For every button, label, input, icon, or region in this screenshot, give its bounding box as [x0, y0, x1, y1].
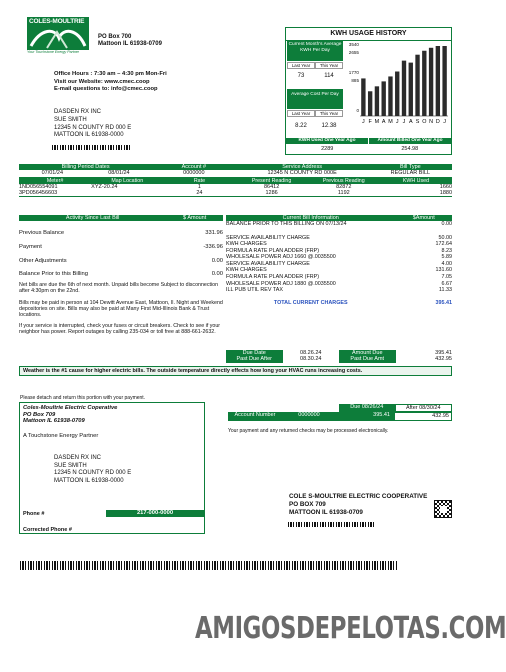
outage-notice: If your service is interrupted, check your fuses or circuit breakers. Check to see if your neighbor has power. Report outages by calling 235-034 or toll free at 888-661-2632.: [19, 323, 221, 336]
month-label: M: [374, 119, 380, 125]
month-label: J: [402, 119, 406, 125]
charge-line: [226, 221, 452, 228]
due-date-label: Due Date: [226, 350, 283, 356]
activity-value: -336.96: [203, 243, 223, 250]
activity-section: [19, 215, 223, 367]
stub-due-amount: 395.41: [336, 412, 394, 420]
total-label: TOTAL CURRENT CHARGES: [273, 299, 348, 306]
company-po-box: PO Box 700: [98, 34, 132, 40]
charge-amount: 4.00: [441, 260, 452, 267]
charge-line: [226, 241, 452, 248]
charge-amount: 6.67: [441, 280, 452, 287]
charge-label: WHOLESALE POWER ADJ 1880 @.0035500: [226, 280, 336, 287]
activity-value: 0.00: [211, 257, 223, 264]
usage-bar-chart: [360, 42, 450, 128]
past-due-after: 08.30.24: [300, 356, 322, 363]
account-number-label: Account Number: [228, 412, 282, 420]
avg-this-year-label: This Year: [315, 62, 343, 69]
avg-last-year-label: Last Year: [287, 62, 315, 69]
service-address: 12345 N COUNTY RD 000E: [267, 170, 337, 177]
month-label: M: [388, 119, 393, 125]
rate: 1: [197, 183, 201, 190]
stub-due-label: Due 08/26/24: [339, 404, 395, 412]
total-row: [226, 300, 452, 306]
charge-label: [226, 228, 396, 235]
charge-line: [226, 235, 452, 242]
activity-line: [19, 230, 223, 237]
present-reading: 1286: [265, 190, 278, 197]
scan-line-barcode: [20, 561, 398, 570]
customer-contact: SUE SMITH: [54, 116, 87, 123]
avg-kwh-label: Current Month's Average KWH Per Day: [287, 41, 343, 61]
activity-label: Previous Balance: [19, 230, 65, 237]
ytick: 3540: [348, 42, 359, 47]
present-reading: 86412: [263, 183, 280, 190]
kwh-year-ago-value: 2289: [321, 146, 334, 152]
rate: 24: [196, 190, 203, 197]
month-label: N: [429, 119, 434, 125]
company-logo: [27, 17, 89, 59]
weather-banner: Weather is the #1 cause for higher electric bills. The outside temperature directly effects how long your HVAC runs increasing costs.: [19, 366, 452, 376]
remit-barcode: [288, 522, 374, 527]
charge-label: FORMULA RATE PLAN ADDER (FRP): [226, 274, 320, 281]
charge-amount: 172.64: [435, 241, 452, 248]
amt-year-ago-value: 254.98: [401, 146, 419, 152]
meter-header: Meter#: [46, 177, 64, 184]
current-title: Current Bill Information: [282, 215, 339, 221]
charge-line: [226, 287, 452, 294]
charge-amount: 50.00: [438, 234, 452, 241]
usage-bar: [429, 48, 433, 116]
meter-header: Previous Reading: [322, 177, 365, 184]
charge-label: ILL PUB UTIL REV TAX: [226, 287, 283, 294]
activity-label: Other Adjustments: [19, 257, 67, 264]
usage-bar: [361, 78, 365, 116]
charge-amount: 0.00: [441, 221, 452, 228]
charge-amount: [396, 228, 453, 235]
activity-amount-header: $ Amount: [183, 215, 207, 221]
period-end: 08/01/24: [108, 170, 130, 177]
charge-line: [226, 267, 452, 274]
billing-table: [19, 164, 452, 197]
customer-city: MATTOON IL 61938-0000: [54, 132, 124, 139]
amount-due: 395.41: [435, 350, 452, 356]
detach-notice: Please detach and return this portion with your payment.: [20, 395, 146, 401]
company-city: Mattoon IL 61938-0709: [98, 40, 162, 47]
charge-line: [226, 254, 452, 261]
past-due-after-label: Past Due After: [226, 356, 283, 362]
meter-number: 3PD056456603: [19, 190, 58, 197]
month-label: D: [435, 119, 440, 125]
remit-stub: [19, 402, 205, 534]
ytick: 2655: [348, 50, 359, 55]
activity-label: Balance Prior to this Billing: [19, 271, 88, 278]
activity-line: [19, 271, 223, 278]
usage-bar: [442, 46, 446, 116]
account-number: 0000000: [183, 170, 205, 177]
charge-label: BALANCE PRIOR TO THIS BILLING ON 07/13/24: [226, 221, 347, 228]
activity-line: [19, 258, 223, 265]
bill-type: REGULAR BILL: [390, 170, 431, 177]
usage-bar: [422, 51, 426, 116]
kwh-year-ago-label: KWH Used One Year Ago: [286, 138, 369, 144]
activity-value: 331.96: [205, 230, 223, 237]
website-link[interactable]: Visit our Website: www.cmec.coop: [54, 78, 150, 85]
charge-line: [226, 274, 452, 281]
stub-account-number: 0000000: [282, 412, 336, 420]
usage-bar: [402, 61, 406, 116]
cost-this-value: 12.38: [321, 123, 337, 129]
remit-address: [289, 493, 427, 518]
month-label: S: [415, 119, 420, 125]
map-location: [91, 190, 163, 196]
table-row: [19, 190, 452, 197]
stub-contact: SUE SMITH: [54, 462, 87, 469]
current-bill-section: [226, 215, 452, 306]
previous-reading: 82872: [336, 183, 352, 190]
email-link[interactable]: E-mail questions to: info@cmec.coop: [54, 86, 158, 93]
charge-line: [226, 261, 452, 268]
billing-header: Bill Type: [400, 164, 421, 170]
due-date: 08.26.24: [300, 350, 322, 356]
kwh-used: 1880: [439, 190, 453, 197]
meter-header: Rate: [193, 177, 206, 184]
avg-cost-label: Average Cost Per Day: [287, 89, 343, 109]
stub-company: Coles-Moultrie Electric Coperative: [23, 405, 118, 411]
ytick: 0: [356, 108, 359, 113]
usage-bar: [368, 91, 372, 116]
meter-header: Map Location: [111, 177, 144, 184]
stub-name: DASDEN RX INC: [54, 455, 102, 461]
usage-bar: [409, 63, 413, 116]
cost-last-value: 8.22: [295, 123, 307, 129]
activity-title: Activity Since Last Bill: [65, 215, 120, 221]
charge-line: [226, 248, 452, 255]
month-label: J: [443, 119, 446, 125]
charge-amount: 131.60: [435, 267, 452, 274]
remit-po: PO BOX 709: [289, 501, 326, 509]
billing-header: Account #: [181, 164, 207, 170]
qr-code: [434, 500, 452, 518]
kwh-used: 1660: [439, 183, 453, 190]
charge-line: [226, 281, 452, 288]
amt-year-ago-label: Amount Billed One Year Ago: [377, 138, 443, 143]
logo-text: COLES-MOULTRIE: [27, 17, 89, 26]
activity-label: Payment: [19, 243, 42, 250]
charge-label: KWH CHARGES: [226, 267, 267, 274]
usage-bar: [375, 86, 379, 116]
corrected-phone-label[interactable]: Corrected Phone #: [23, 527, 72, 533]
past-due-amt: 432.95: [435, 356, 452, 363]
month-label: A: [408, 119, 413, 125]
meter-header: Present Reading: [251, 177, 292, 184]
period-start: 07/01/24: [41, 170, 64, 177]
activity-value: 0.00: [211, 271, 223, 278]
charge-label: FORMULA RATE PLAN ADDER (FRP): [226, 247, 320, 254]
month-label: O: [422, 119, 427, 125]
month-label: A: [381, 119, 386, 125]
usage-bar: [415, 55, 419, 116]
usage-history-panel: [285, 27, 452, 155]
billing-header: Service Address: [282, 164, 322, 170]
usage-bar: [395, 72, 399, 116]
electronic-note: Your payment and any returned checks may be processed electronically.: [228, 427, 389, 434]
remit-name: COLE S-MOULTRIE ELECTRIC COOPERATIVE: [289, 493, 428, 500]
phone-value[interactable]: 217-000-0000: [106, 510, 204, 517]
stub-city-state: MATTOON IL 61938-0000: [54, 477, 124, 484]
ytick: 1770: [348, 70, 359, 75]
stub-due-table: [228, 404, 452, 434]
activity-line: [19, 244, 223, 251]
billing-header: Billing Period Dates: [61, 164, 110, 170]
stub-po: PO Box 709: [23, 411, 56, 418]
avg-this-value: 114: [324, 73, 334, 79]
total-value: 395.41: [435, 299, 452, 306]
charge-label: WHOLESALE POWER ADJ 1660 @.0035500: [226, 254, 336, 261]
due-notice: Net bills are due the 6th of next month. Unpaid bills become Subject to disconnection after 4:30pm on the 22nd.: [19, 281, 219, 295]
month-label: J: [362, 119, 365, 125]
map-location: XYZ-20.24: [91, 183, 118, 190]
remit-city: MATTOON IL 61938-0709: [289, 509, 363, 517]
customer-name: DASDEN RX INC: [54, 109, 102, 115]
stub-after-amount: 432.95: [394, 412, 452, 420]
cost-this-year-label: This Year: [315, 110, 343, 117]
charge-label: KWH CHARGES: [226, 241, 267, 248]
logo-tagline: Your Touchstone Energy Partner: [27, 50, 80, 55]
charge-amount: 5.89: [441, 254, 452, 261]
past-due-amt-label: Past Due Amt: [339, 356, 396, 362]
meter-number: 1ND056554091: [19, 183, 58, 190]
stub-street: 12345 N COUNTY RD 000 E: [54, 470, 132, 476]
due-box: [226, 350, 452, 363]
logo-mark: [27, 26, 89, 50]
cost-last-year-label: Last Year: [287, 110, 315, 117]
charge-amount: 8.23: [441, 247, 452, 254]
stub-partner: A Touchstone Energy Partner: [23, 432, 99, 439]
ytick: 885: [351, 78, 359, 83]
charge-line: [226, 228, 452, 235]
stub-city: Mattoon IL 61938-0709: [23, 418, 85, 425]
month-label: J: [395, 119, 399, 125]
watermark-text: AMIGOSDEPELOTAS.COM: [195, 611, 506, 646]
usage-bar: [382, 81, 386, 116]
charge-label: SERVICE AVAILABILITY CHARGE: [226, 234, 310, 241]
usage-bar: [436, 46, 440, 116]
avg-last-value: 73: [297, 73, 305, 79]
charge-amount: 11.33: [438, 287, 452, 294]
charge-label: SERVICE AVAILABILITY CHARGE: [226, 260, 310, 267]
charge-amount: 7.05: [441, 274, 452, 281]
stub-after-label: After 08/30/24: [395, 404, 453, 412]
usage-title: KWH USAGE HISTORY: [286, 28, 451, 41]
payment-notice: Bills may be paid in person at 104 Dewitt Avenue East, Mattoon, Il. Night and Weekend depositories on site. Bills may also be paid at Many First Mid-Illinois Bank & Trust locations.: [19, 300, 223, 319]
customer-address: [54, 109, 131, 140]
amount-due-label: Amount Due: [339, 350, 396, 356]
month-label: F: [368, 119, 372, 125]
ytick-labels: [345, 42, 359, 122]
previous-reading: 1192: [337, 190, 350, 197]
postal-barcode: [52, 145, 130, 150]
phone-label: Phone #: [23, 511, 45, 517]
current-amount-header: $Amount: [412, 215, 435, 221]
meter-header: KWH Used: [402, 177, 430, 184]
usage-bar: [388, 76, 392, 116]
customer-street: 12345 N COUNTY RD 000 E: [54, 124, 132, 131]
office-hours: Office Hours : 7:30 am – 4:30 pm Mon-Fri: [54, 71, 167, 77]
